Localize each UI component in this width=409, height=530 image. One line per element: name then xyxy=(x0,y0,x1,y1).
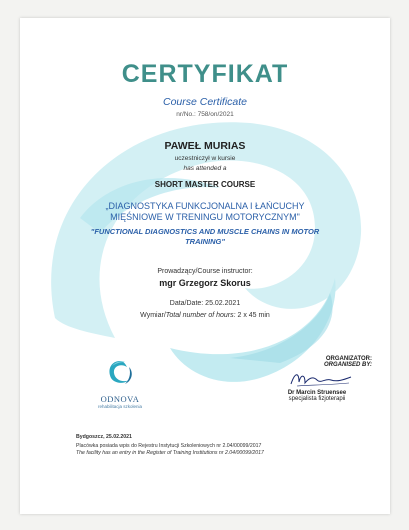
registry-pl: Placówka posiada wpis do Rejestru Instytucji Szkoleniowych nr 2.04/00099/2017 xyxy=(76,443,262,449)
footer xyxy=(76,434,376,457)
hours-value: 2 x 45 min xyxy=(235,312,270,319)
signature-icon xyxy=(287,368,357,390)
organizer-block xyxy=(262,356,372,402)
logo-name: ODNOVA xyxy=(100,394,140,404)
course-title-pl-line2: MIĘŚNIOWE W TRENINGU MOTORYCZNYM" xyxy=(110,212,300,222)
course-hours xyxy=(20,312,390,319)
odnova-logo xyxy=(90,358,150,409)
signature xyxy=(262,368,372,390)
signatory-title: specjalista fizjoterapii xyxy=(288,396,346,402)
signatory-name: Dr Marcin Struensee xyxy=(287,390,347,396)
course-title-en-line1: "FUNCTIONAL DIAGNOSTICS AND MUSCLE CHAINS IN MOTOR xyxy=(90,227,320,236)
course-title-en-line2: TRAINING" xyxy=(185,237,225,246)
instructor-name: mgr Grzegorz Skorus xyxy=(159,278,251,288)
attended-pl: uczestniczył w kursie xyxy=(174,155,236,162)
instructor-label: Prowadzący/Course instructor: xyxy=(157,268,253,275)
place-date: Bydgoszcz, 25.02.2021 xyxy=(76,434,132,440)
logo-tagline: rehabilitacja szkolenia xyxy=(97,404,143,409)
certificate-title: CERTYFIKAT xyxy=(121,60,289,88)
course-title-en xyxy=(20,227,390,247)
course-title-pl-line1: „DIAGNOSTYKA FUNKCJONALNA I ŁAŃCUCHY xyxy=(105,201,305,211)
course-type: SHORT MASTER COURSE xyxy=(154,180,256,189)
course-date: Data/Date: 25.02.2021 xyxy=(169,300,241,307)
course-title-pl xyxy=(20,201,390,223)
certificate-number: nr/No.: 758/on/2021 xyxy=(176,111,234,118)
recipient-name: PAWEŁ MURIAS xyxy=(164,140,246,152)
certificate-subtitle: Course Certificate xyxy=(162,96,248,108)
organizer-label-pl: ORGANIZATOR: xyxy=(325,356,372,362)
organizer-label-en: ORGANISED BY: xyxy=(323,362,372,368)
hours-label-en: Total number of hours: xyxy=(165,312,236,319)
attended-en: has attended a xyxy=(183,165,227,172)
odnova-logo-icon xyxy=(103,358,137,388)
certificate-sheet xyxy=(20,18,390,514)
registry-en: The facility has an entry in the Register of Training Institutions nr 2.04/00099/2017 xyxy=(76,450,264,456)
hours-label: Wymiar/ xyxy=(140,312,166,319)
